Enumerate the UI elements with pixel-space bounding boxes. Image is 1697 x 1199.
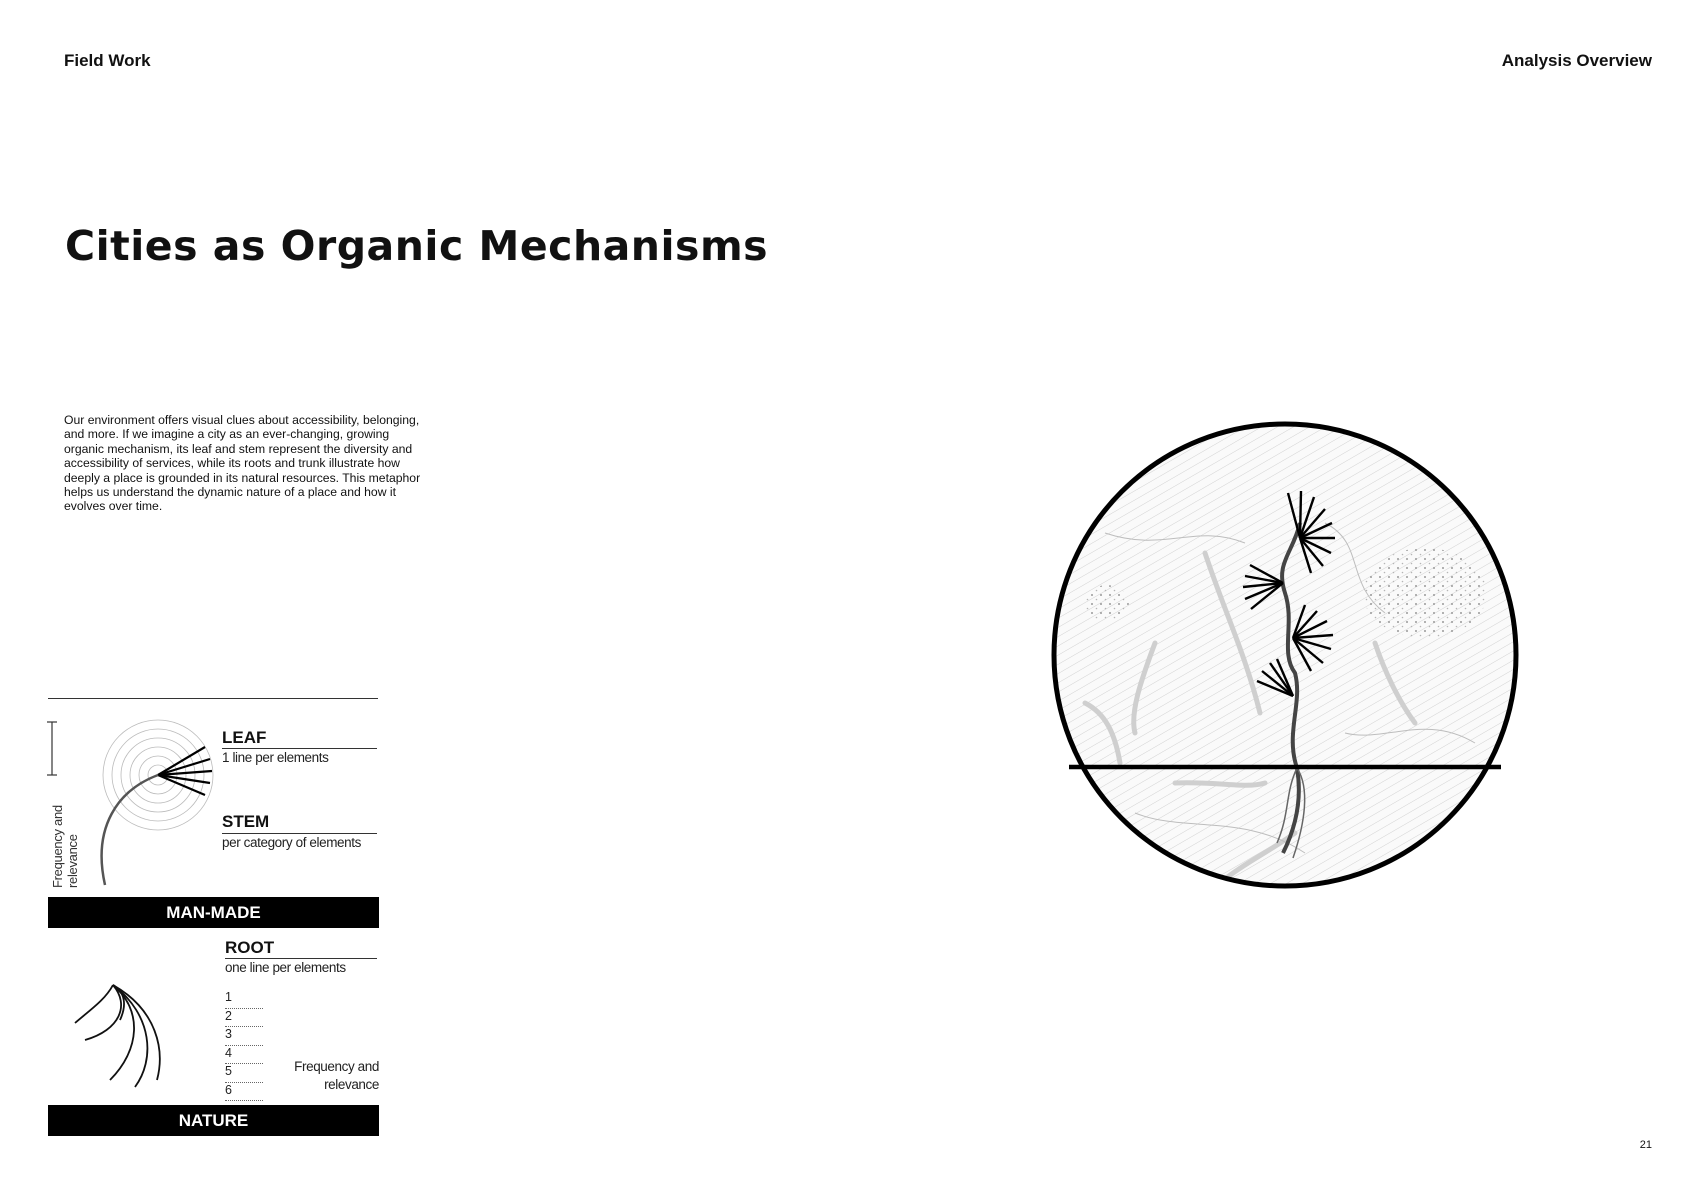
root-frequency-line1: Frequency and bbox=[294, 1059, 379, 1074]
man-made-banner: MAN-MADE bbox=[48, 897, 379, 928]
root-scale-item: 2 bbox=[225, 1009, 263, 1028]
chapter-label: Analysis Overview bbox=[1501, 51, 1652, 70]
stem-label: STEM bbox=[222, 812, 270, 831]
terrain-texture bbox=[1045, 413, 1525, 893]
frequency-scale-bracket bbox=[47, 722, 57, 775]
intro-paragraph: Our environment offers visual clues about accessibility, belonging, and more. If we imagine a city as an ever-changing, growing organic mechanism, its leaf and stem represent the diversity and accessibility of services, while its roots and trunk illustrate how deeply a place is grounded in its natural resources. This metaphor helps us understand the dynamic nature of a place and how it evolves over time. bbox=[64, 413, 421, 514]
root-frequency-label bbox=[270, 1058, 379, 1094]
root-scale-item: 5 bbox=[225, 1064, 263, 1083]
stem-description: per category of elements bbox=[222, 835, 361, 850]
root-diagram bbox=[65, 980, 195, 1090]
root-description: one line per elements bbox=[225, 960, 346, 975]
stem-underline bbox=[222, 833, 377, 834]
nature-banner: NATURE bbox=[48, 1105, 379, 1136]
leaf-label: LEAF bbox=[222, 728, 267, 747]
stem-curve bbox=[102, 775, 158, 885]
leaf-lines bbox=[158, 747, 212, 795]
page-title: Cities as Organic Mechanisms bbox=[65, 222, 769, 270]
legend-top-rule bbox=[48, 698, 378, 699]
root-lines bbox=[75, 985, 160, 1087]
root-scale-item: 1 bbox=[225, 990, 263, 1009]
city-organism-illustration bbox=[1045, 413, 1525, 893]
frequency-axis-label: Frequency and relevance bbox=[50, 805, 80, 888]
section-label: Field Work bbox=[64, 51, 151, 70]
leaf-description: 1 line per elements bbox=[222, 750, 329, 765]
leaf-underline bbox=[222, 748, 377, 749]
root-scale-item: 3 bbox=[225, 1027, 263, 1046]
root-number-scale bbox=[225, 990, 263, 1101]
root-scale-item: 6 bbox=[225, 1083, 263, 1102]
root-scale-item: 4 bbox=[225, 1046, 263, 1065]
root-frequency-line2: relevance bbox=[324, 1077, 379, 1092]
root-underline bbox=[225, 958, 377, 959]
root-label: ROOT bbox=[225, 938, 275, 957]
page-number: 21 bbox=[1639, 1139, 1652, 1151]
